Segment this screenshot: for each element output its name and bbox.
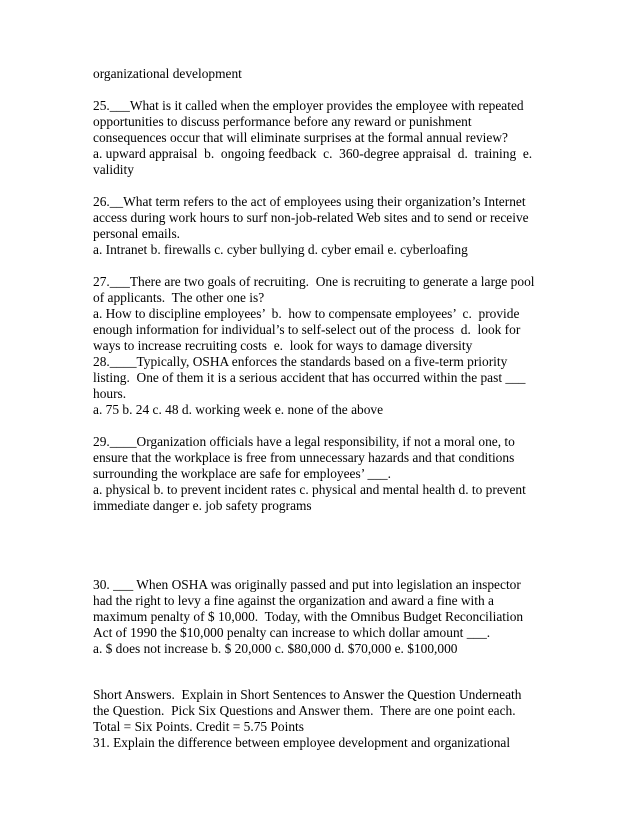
text-line: immediate danger e. job safety programs: [93, 498, 312, 513]
text-line: enough information for individual’s to self-select out of the process d. look for: [93, 322, 521, 337]
question-26-text: 26.__What term refers to the act of employees using their organization’s Internet: [93, 194, 526, 209]
question-30-text: 30. ___ When OSHA was originally passed and put into legislation an inspector: [93, 577, 521, 592]
text-line: personal emails.: [93, 226, 181, 241]
question-28-text: 28.____Typically, OSHA enforces the standards based on a five-term priority: [93, 354, 508, 369]
text-line: of applicants. The other one is?: [93, 290, 265, 305]
text-line: ensure that the workplace is free from unnecessary hazards and that conditions: [93, 450, 515, 465]
text-line: listing. One of them it is a serious accident that has occurred within the past ___: [93, 370, 526, 385]
short-answers-heading: Short Answers. Explain in Short Sentences to Answer the Question Underneath: [93, 687, 522, 702]
question-26-options: a. Intranet b. firewalls c. cyber bullying d. cyber email e. cyberloafing: [93, 242, 468, 257]
text-line: consequences occur that will eliminate surprises at the formal annual review?: [93, 130, 508, 145]
question-29-text: 29.____Organization officials have a legal responsibility, if not a moral one, to: [93, 434, 515, 449]
text-line: organizational development: [93, 66, 242, 81]
question-31-text: 31. Explain the difference between employee development and organizational: [93, 735, 511, 750]
text-line: surrounding the workplace are safe for employees’ ___.: [93, 466, 391, 481]
question-30-options: a. $ does not increase b. $ 20,000 c. $80,000 d. $70,000 e. $100,000: [93, 641, 458, 656]
question-27-text: 27.___There are two goals of recruiting. One is recruiting to generate a large pool: [93, 274, 535, 289]
text-line: validity: [93, 162, 134, 177]
question-25-text: 25.___What is it called when the employer provides the employee with repeated: [93, 98, 524, 113]
question-25-options: a. upward appraisal b. ongoing feedback c. 360-degree appraisal d. training e.: [93, 146, 533, 161]
text-line: opportunities to discuss performance before any reward or punishment: [93, 114, 472, 129]
text-line: Total = Six Points. Credit = 5.75 Points: [93, 719, 304, 734]
text-line: access during work hours to surf non-job-related Web sites and to send or receive: [93, 210, 529, 225]
text-line: Act of 1990 the $10,000 penalty can increase to which dollar amount ___.: [93, 625, 491, 640]
question-28-options: a. 75 b. 24 c. 48 d. working week e. none of the above: [93, 402, 384, 417]
text-line: maximum penalty of $ 10,000. Today, with the Omnibus Budget Reconciliation: [93, 609, 524, 624]
text-line: hours.: [93, 386, 127, 401]
text-line: the Question. Pick Six Questions and Answer them. There are one point each.: [93, 703, 516, 718]
question-29-options: a. physical b. to prevent incident rates c. physical and mental health d. to prevent: [93, 482, 526, 497]
text-line: had the right to levy a fine against the organization and award a fine with a: [93, 593, 494, 608]
text-line: ways to increase recruiting costs e. look for ways to damage diversity: [93, 338, 473, 353]
question-27-options: a. How to discipline employees’ b. how to compensate employees’ c. provide: [93, 306, 520, 321]
